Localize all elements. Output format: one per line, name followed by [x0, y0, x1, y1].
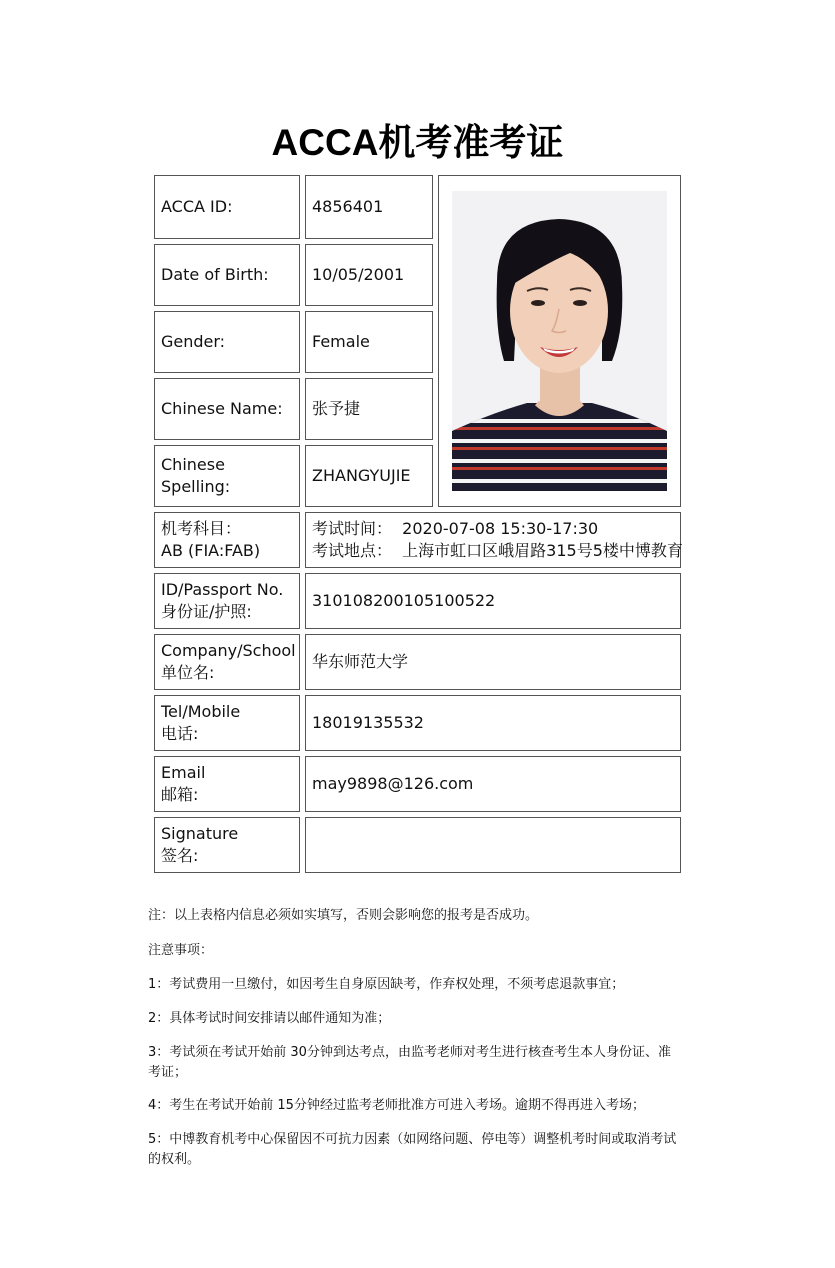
tel-label-en: Tel/Mobile: [161, 702, 241, 721]
note-item-3: 3：考试须在考试开始前 30分钟到达考点，由监考老师对考生进行核查考生本人身份证、准考证；: [148, 1045, 671, 1080]
id-passport-label-en: ID/Passport No.: [161, 580, 284, 599]
exam-subject-value: AB (FIA:FAB): [161, 541, 261, 560]
note-item-2: 2：具体考试时间安排请以邮件通知为准；: [148, 1011, 391, 1026]
email-label-cell: [154, 756, 300, 812]
notes-heading: 注意事项：: [148, 943, 214, 958]
id-passport-label-cell: [154, 573, 300, 629]
email-label-cn: 邮箱:: [161, 785, 199, 804]
id-passport-value: 310108200105100522: [305, 573, 681, 629]
signature-label-cell: [154, 817, 300, 873]
chinese-name-value: 张予捷: [305, 378, 433, 440]
company-label-en: Company/School: [161, 641, 296, 660]
exam-subject-label: 机考科目：: [161, 519, 242, 538]
portrait-photo: [452, 191, 667, 491]
gender-label: Gender:: [154, 311, 300, 373]
acca-id-value: 4856401: [305, 175, 433, 239]
tel-label-cn: 电话:: [161, 724, 199, 743]
company-label-cn: 单位名:: [161, 663, 215, 682]
signature-label-en: Signature: [161, 824, 239, 843]
company-label-cell: [154, 634, 300, 690]
tel-label-cell: [154, 695, 300, 751]
page-title: ACCA机考准考证: [271, 122, 564, 163]
note-item-4: 4：考生在考试开始前 15分钟经过监考老师批准方可进入考场。逾期不得再进入考场；: [148, 1098, 645, 1113]
exam-time: 考试时间： 2020-07-08 15:30-17:30: [312, 519, 599, 538]
email-value: may9898@126.com: [305, 756, 681, 812]
exam-place: 考试地点： 上海市虹口区峨眉路315号5楼中博教育: [312, 541, 683, 560]
chinese-spelling-value: ZHANGYUJIE: [305, 445, 433, 507]
photo-frame: [438, 175, 681, 507]
chinese-name-label: Chinese Name:: [154, 378, 300, 440]
note-warning: 注：以上表格内信息必须如实填写，否则会影响您的报考是否成功。: [148, 908, 539, 923]
dob-value: 10/05/2001: [305, 244, 433, 306]
exam-info-cell: [305, 512, 681, 568]
acca-id-label: ACCA ID:: [154, 175, 300, 239]
note-item-5: 5：中博教育机考中心保留因不可抗力因素（如网络问题、停电等）调整机考时间或取消考试的权利。: [148, 1132, 677, 1167]
exam-subject-label-cell: [154, 512, 300, 568]
email-label-en: Email: [161, 763, 206, 782]
dob-label: Date of Birth:: [154, 244, 300, 306]
company-value: 华东师范大学: [305, 634, 681, 690]
chinese-spelling-label: Chinese Spelling:: [154, 445, 300, 507]
signature-field[interactable]: [305, 817, 681, 873]
gender-value: Female: [305, 311, 433, 373]
note-item-1: 1：考试费用一旦缴付，如因考生自身原因缺考，作弃权处理，不须考虑退款事宜；: [148, 977, 625, 992]
signature-label-cn: 签名:: [161, 846, 199, 865]
id-passport-label-cn: 身份证/护照:: [161, 602, 252, 621]
tel-value: 18019135532: [305, 695, 681, 751]
